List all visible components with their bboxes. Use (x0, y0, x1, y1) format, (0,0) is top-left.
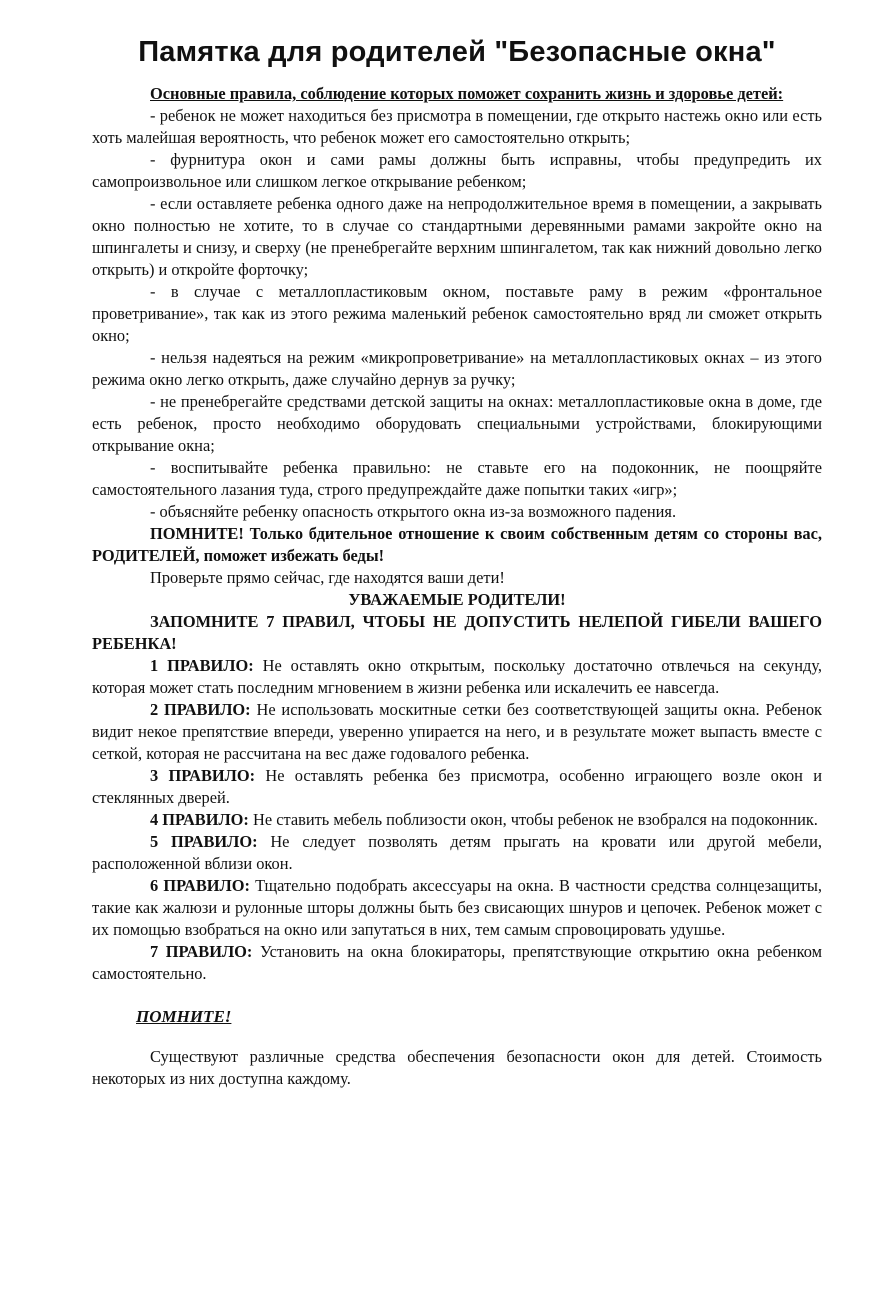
bullet-5: - нельзя надеяться на режим «микропроветривание» на металлопластиковых окнах – из этого режима окно легко открыть, даже случайно дернув за ручку; (92, 348, 822, 389)
rule-label: 7 ПРАВИЛО: (150, 942, 253, 961)
bullet-6: - не пренебрегайте средствами детской защиты на окнах: металлопластиковые окна в доме, где есть ребенок, просто необходимо оборудовать специальными устройствами, блокирующими открывание окна; (92, 392, 822, 455)
intro-line: Основные правила, соблюдение которых поможет сохранить жизнь и здоровье детей: (150, 84, 784, 103)
rule-text: Не следует позволять детям прыгать на кровати или другой мебели, расположенной вблизи окон. (92, 832, 822, 873)
bullet-1: - ребенок не может находиться без присмотра в помещении, где открыто настежь окно или есть хоть малейшая вероятность, что ребенок может его самостоятельно открыть; (92, 106, 822, 147)
seven-rules-heading: ЗАПОМНИТЕ 7 ПРАВИЛ, ЧТОБЫ НЕ ДОПУСТИТЬ НЕЛЕПОЙ ГИБЕЛИ ВАШЕГО РЕБЕНКА! (92, 612, 822, 653)
check-now-text: Проверьте прямо сейчас, где находятся ваши дети! (150, 568, 505, 587)
rule-label: 6 ПРАВИЛО: (150, 876, 250, 895)
rule-1 (92, 655, 822, 699)
page-title: Памятка для родителей "Безопасные окна" (138, 36, 776, 68)
rule-3 (92, 765, 822, 809)
rule-label: 2 ПРАВИЛО: (150, 700, 251, 719)
rule-text: Не использовать москитные сетки без соответствующей защиты окна. Ребенок видит некое препятствие впереди, уверенно упирается на него, и в результате может выпасть вместе с сеткой, которая не рассчитана на вес даже годовалого ребенка. (92, 700, 822, 763)
closing-text: Существуют различные средства обеспечения безопасности окон для детей. Стоимость некоторых из них доступна каждому. (92, 1047, 822, 1088)
rule-label: 1 ПРАВИЛО: (150, 656, 254, 675)
warning-text: ПОМНИТЕ! Только бдительное отношение к своим собственным детям со стороны вас, РОДИТЕЛЕЙ, поможет избежать беды! (92, 524, 822, 565)
bullet-8: - объясняйте ребенку опасность открытого окна из-за возможного падения. (150, 502, 677, 521)
rule-4 (92, 809, 822, 831)
bullet-4: - в случае с металлопластиковым окном, поставьте раму в режим «фронтальное проветривание», так как из этого режима маленький ребенок самостоятельно вряд ли сможет открыть окно; (92, 282, 822, 345)
rule-text: Не оставлять окно открытым, поскольку достаточно отвлечься на секунду, которая может стать последним мгновением в жизни ребенка или искалечить ее навсегда. (92, 656, 822, 697)
bullet-3: - если оставляете ребенка одного даже на непродолжительное время в помещении, а закрывать окно полностью не хотите, то в случае со стандартными деревянными рамами закройте окно на шпингалеты и снизу, и сверху (не пренебрегайте верхним шпингалетом, так как нижний довольно легко открыть) и откройте форточку; (92, 194, 822, 279)
rule-text: Не ставить мебель поблизости окон, чтобы ребенок не взобрался на подоконник. (248, 810, 818, 829)
rule-text: Не оставлять ребенка без присмотра, особенно играющего возле окон и стеклянных дверей. (92, 766, 822, 807)
rule-label: 5 ПРАВИЛО: (150, 832, 258, 851)
rule-5 (92, 831, 822, 875)
bullet-7: - воспитывайте ребенка правильно: не ставьте его на подоконник, не поощряйте самостоятельного лазания туда, строго предупреждайте даже попытки таких «игр»; (92, 458, 822, 499)
rule-label: 4 ПРАВИЛО: (150, 810, 249, 829)
bullet-2: - фурнитура окон и сами рамы должны быть исправны, чтобы предупредить их самопроизвольное или слишком легкое открывание ребенком; (92, 150, 822, 191)
rule-text: Тщательно подобрать аксессуары на окна. В частности средства солнцезащиты, такие как жалюзи и рулонные шторы должны быть без свисающих шнуров и цепочек. Ребенок может с их помощью взобраться на окно или запутаться в них, тем самым спровоцировать удушье. (92, 876, 822, 939)
dear-parents-heading: УВАЖАЕМЫЕ РОДИТЕЛИ! (348, 590, 566, 609)
rule-6 (92, 875, 822, 941)
rule-label: 3 ПРАВИЛО: (150, 766, 256, 785)
rule-7 (92, 941, 822, 985)
rule-text: Установить на окна блокираторы, препятствующие открытию окна ребенком самостоятельно. (92, 942, 822, 983)
remember-heading: ПОМНИТЕ! (136, 1007, 232, 1026)
rule-2 (92, 699, 822, 765)
